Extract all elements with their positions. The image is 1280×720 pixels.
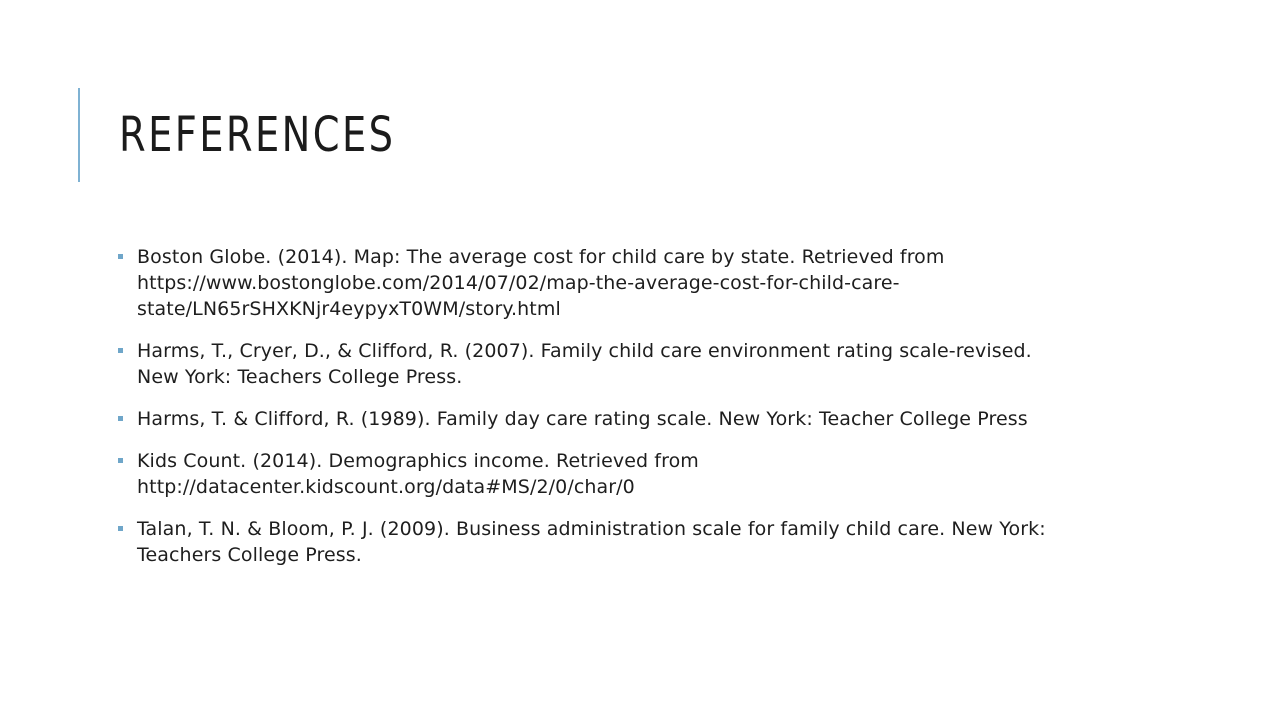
reference-text: Boston Globe. (2014). Map: The average cost for child care by state. Retrieved from https://www.bostonglobe.com/2014/07/02/map-the-average-cost-for-child-care-state/LN65rSHXKNjr4eypyxT0WM/story.html (137, 246, 945, 320)
reference-text: Kids Count. (2014). Demographics income. Retrieved from http://datacenter.kidscount.org/data#MS/2/0/char/0 (137, 450, 699, 498)
reference-text: Talan, T. N. & Bloom, P. J. (2009). Business administration scale for family child care. New York: Teachers College Press. (137, 518, 1046, 566)
reference-item (118, 406, 1078, 432)
square-bullet-icon (118, 254, 123, 259)
square-bullet-icon (118, 526, 123, 531)
reference-text: Harms, T., Cryer, D., & Clifford, R. (2007). Family child care environment rating scale-revised. New York: Teachers College Press. (137, 340, 1032, 388)
slide-title: REFERENCES (119, 107, 396, 163)
reference-item (118, 338, 1078, 390)
square-bullet-icon (118, 348, 123, 353)
square-bullet-icon (118, 458, 123, 463)
title-accent-bar (78, 88, 80, 182)
square-bullet-icon (118, 416, 123, 421)
reference-item (118, 448, 1078, 500)
reference-item (118, 244, 1078, 322)
references-list (118, 244, 1078, 584)
reference-text: Harms, T. & Clifford, R. (1989). Family day care rating scale. New York: Teacher College Press (137, 408, 1028, 430)
reference-item (118, 516, 1078, 568)
